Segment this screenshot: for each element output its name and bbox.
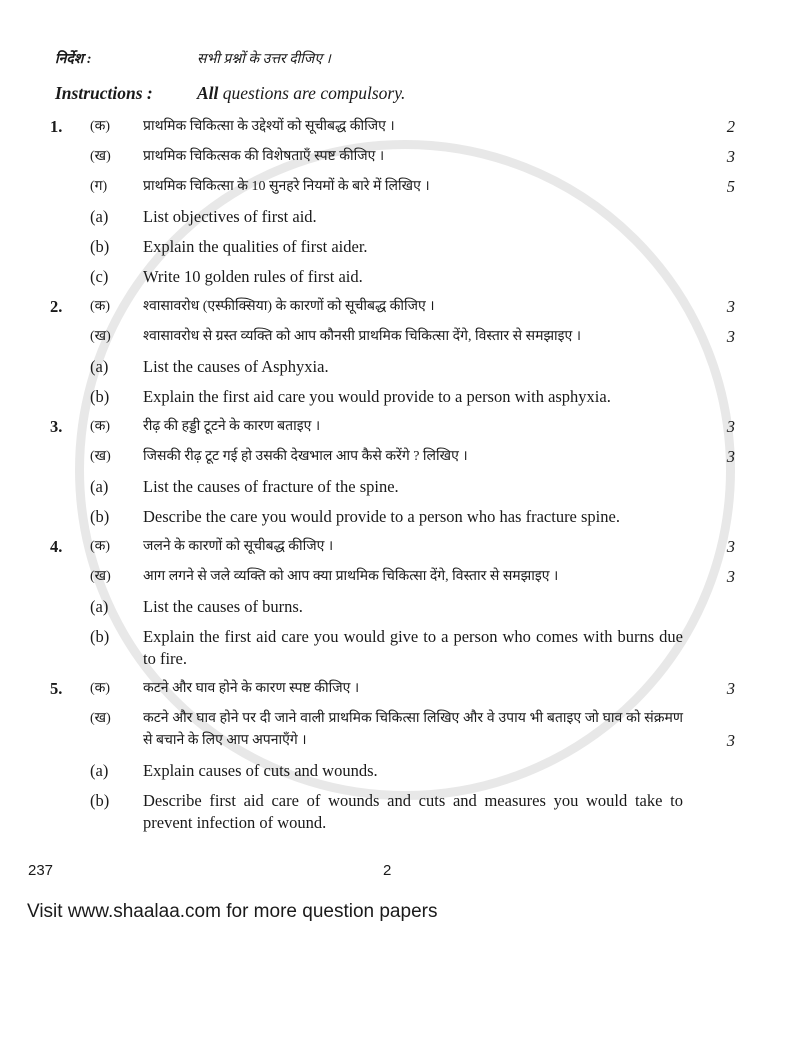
part-label: (a) [90, 597, 109, 616]
part-text: श्वासावरोध (एस्फीक्सिया) के कारणों को सूचीबद्ध कीजिए । [143, 299, 435, 314]
question-number: 5. [50, 679, 63, 698]
part-label: (ख) [90, 329, 111, 344]
part-text: Explain the qualities of first aider. [143, 237, 368, 256]
hindi-instructions-text: सभी प्रश्नों के उत्तर दीजिए । [197, 52, 331, 67]
part-text: Describe the care you would provide to a person who has fracture spine. [143, 507, 620, 526]
question-part [50, 236, 735, 258]
part-text: Describe first aid care of wounds and cuts and measures you would take to prevent infection of wound. [143, 791, 683, 832]
visit-link[interactable]: Visit www.shaalaa.com for more question papers [27, 901, 438, 922]
question-block [50, 536, 735, 670]
question-part [50, 416, 735, 438]
question-part [50, 678, 735, 700]
question-part [50, 790, 735, 834]
part-label: (क) [90, 119, 111, 134]
part-text: Explain the first aid care you would give to a person who comes with burns due to fire. [143, 627, 683, 668]
marks: 3 [726, 417, 735, 436]
part-text: प्राथमिक चिकित्सक की विशेषताएँ स्पष्ट कीजिए । [143, 149, 385, 164]
marks: 2 [726, 117, 735, 136]
page-number: 2 [383, 862, 392, 879]
part-text: List the causes of fracture of the spine. [143, 477, 399, 496]
question-part [50, 708, 735, 752]
marks: 5 [726, 177, 735, 196]
part-label: (क) [90, 681, 111, 696]
part-label: (b) [90, 237, 110, 256]
question-part [50, 626, 735, 670]
instructions-rest: questions are compulsory. [222, 83, 406, 103]
part-label: (क) [90, 419, 111, 434]
question-number: 1. [50, 117, 63, 136]
question-block [50, 116, 735, 288]
part-text: Explain causes of cuts and wounds. [143, 761, 378, 780]
question-part [50, 566, 735, 588]
question-part [50, 536, 735, 558]
part-label: (b) [90, 627, 110, 646]
part-label: (b) [90, 507, 110, 526]
question-part [50, 176, 735, 198]
part-text: रीढ़ की हड्डी टूटने के कारण बताइए । [143, 419, 321, 434]
question-number: 4. [50, 537, 63, 556]
part-label: (ख) [90, 569, 111, 584]
part-label: (क) [90, 299, 111, 314]
part-text: आग लगने से जले व्यक्ति को आप क्या प्राथमिक चिकित्सा देंगे, विस्तार से समझाइए । [143, 569, 559, 584]
question-list [50, 116, 735, 834]
part-label: (ग) [90, 179, 108, 194]
hindi-instructions [55, 49, 800, 71]
part-text: प्राथमिक चिकित्सा के उद्देश्यों को सूचीबद्ध कीजिए । [143, 119, 395, 134]
page-footer [28, 860, 800, 882]
instructions [55, 82, 800, 104]
question-block [50, 678, 735, 834]
hindi-instructions-label: निर्देश : [55, 52, 92, 67]
question-part [50, 206, 735, 228]
part-text: List the causes of burns. [143, 597, 303, 616]
part-text: जिसकी रीढ़ टूट गई हो उसकी देखभाल आप कैसे करेंगे ? लिखिए । [143, 449, 468, 464]
question-block [50, 416, 735, 528]
part-text: प्राथमिक चिकित्सा के 10 सुनहरे नियमों के बारे में लिखिए । [143, 179, 430, 194]
question-number: 3. [50, 417, 63, 436]
part-label: (b) [90, 387, 110, 406]
marks: 3 [726, 447, 735, 466]
part-text: जलने के कारणों को सूचीबद्ध कीजिए । [143, 539, 334, 554]
part-label: (a) [90, 357, 109, 376]
question-part [50, 326, 735, 348]
marks: 3 [726, 297, 735, 316]
part-text: Write 10 golden rules of first aid. [143, 267, 363, 286]
marks: 3 [726, 537, 735, 556]
part-text: List the causes of Asphyxia. [143, 357, 329, 376]
part-label: (a) [90, 207, 109, 226]
part-text: Explain the first aid care you would provide to a person with asphyxia. [143, 387, 611, 406]
question-part [50, 116, 735, 138]
instructions-text [197, 82, 405, 104]
question-part [50, 386, 735, 408]
part-text: श्वासावरोध से ग्रस्त व्यक्ति को आप कौनसी प्राथमिक चिकित्सा देंगे, विस्तार से समझाइए । [143, 329, 582, 344]
question-part [50, 506, 735, 528]
part-label: (ख) [90, 449, 111, 464]
question-number: 2. [50, 297, 63, 316]
instructions-label: Instructions : [55, 83, 153, 103]
part-label: (a) [90, 477, 109, 496]
question-part [50, 296, 735, 318]
part-text: List objectives of first aid. [143, 207, 317, 226]
marks: 3 [726, 679, 735, 698]
marks: 3 [726, 567, 735, 586]
part-label: (ख) [90, 711, 111, 726]
part-label: (क) [90, 539, 111, 554]
marks: 3 [726, 147, 735, 166]
question-part [50, 356, 735, 378]
question-part [50, 596, 735, 618]
instructions-bold: All [197, 83, 219, 103]
part-text: कटने और घाव होने के कारण स्पष्ट कीजिए । [143, 681, 360, 696]
question-part [50, 146, 735, 168]
question-part [50, 446, 735, 468]
marks: 3 [726, 731, 735, 750]
part-label: (a) [90, 761, 109, 780]
marks: 3 [726, 327, 735, 346]
part-label: (c) [90, 267, 109, 286]
paper-code: 237 [28, 862, 54, 879]
question-block [50, 296, 735, 408]
part-text: कटने और घाव होने पर दी जाने वाली प्राथमिक चिकित्सा लिखिए और वे उपाय भी बताइए जो घाव को संक्रमण से बचाने के लिए आप अपनाएँगे । [143, 711, 683, 748]
question-part [50, 266, 735, 288]
question-part [50, 760, 735, 782]
part-label: (b) [90, 791, 110, 810]
question-part [50, 476, 735, 498]
part-label: (ख) [90, 149, 111, 164]
